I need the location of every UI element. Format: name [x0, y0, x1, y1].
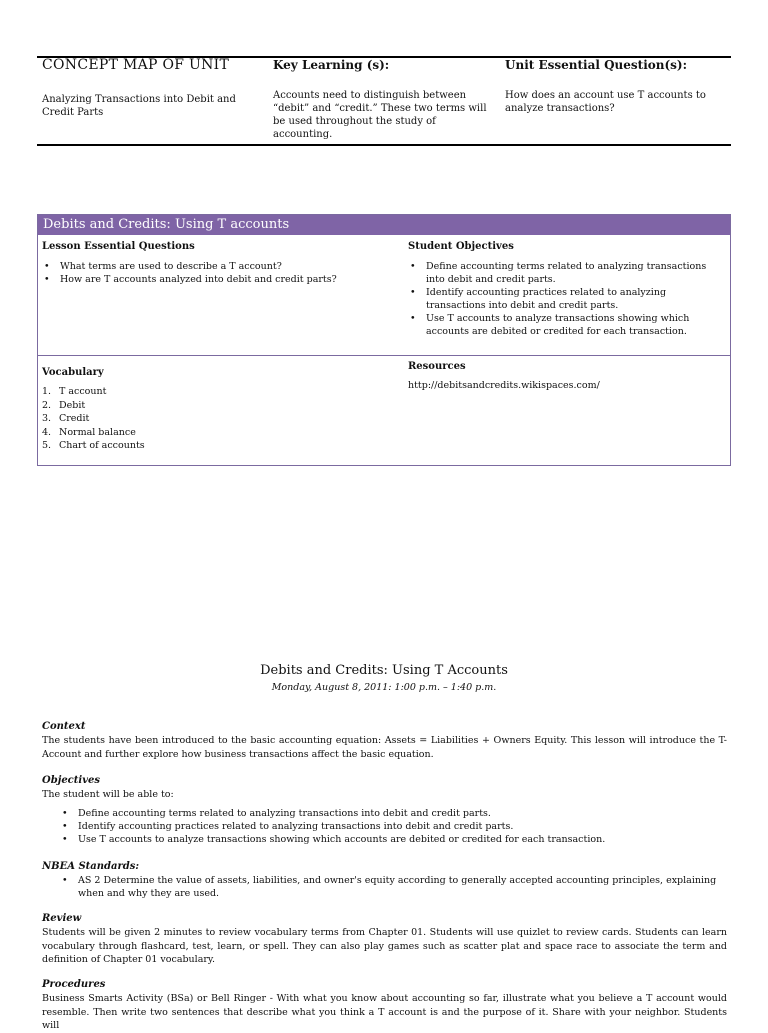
- review-text: Students will be given 2 minutes to review vocabulary terms from Chapter 01. Students will use quizlet to review cards. Students can learn vocabulary through flashcard, test, learn, or spell. They can also play games such as scatter plat and space race to associate the term and definition of Chapter 01 vocabulary.: [42, 927, 727, 965]
- vocabulary-label: Vocabulary: [42, 367, 104, 378]
- vocabulary-list: [42, 385, 342, 453]
- lesson-box-title: Debits and Credits: Using T accounts: [38, 215, 730, 235]
- standards-list: [60, 874, 728, 900]
- list-item: • Identify accounting practices related to analyzing transactions into debit and credit parts.: [408, 286, 726, 312]
- concept-map-bottom-rule: [37, 144, 731, 146]
- list-item: • Use T accounts to analyze transactions showing which accounts are debited or credited for each transaction.: [408, 312, 726, 338]
- concept-map-col2: [273, 58, 498, 141]
- concept-map-col3: [505, 58, 720, 115]
- essential-questions-list: [42, 260, 372, 286]
- list-item: 2. Debit: [42, 399, 86, 411]
- concept-map-title: CONCEPT MAP OF UNIT: [42, 57, 230, 73]
- list-item: • How are T accounts analyzed into debit and credit parts?: [42, 273, 372, 286]
- list-item: 1. T account: [42, 386, 107, 397]
- box-divider: [38, 355, 730, 356]
- objectives-list: [60, 807, 720, 846]
- list-item: • Define accounting terms related to analyzing transactions into debit and credit parts.: [60, 807, 720, 820]
- unit-essential-question-title: Unit Essential Question(s):: [505, 58, 688, 72]
- list-item: • Use T accounts to analyze transactions showing which accounts are debited or credited for each transaction.: [60, 833, 720, 846]
- objectives-intro: The student will be able to:: [42, 789, 174, 800]
- key-learning-text: Accounts need to distinguish between “debit” and “credit.” These two terms will be used throughout the study of accounting.: [273, 90, 487, 140]
- list-item: 4. Normal balance: [42, 426, 136, 438]
- student-objectives-list: [408, 260, 726, 338]
- list-item: 5. Chart of accounts: [42, 440, 145, 451]
- resources-label: Resources: [408, 361, 466, 372]
- lesson-date: Monday, August 8, 2011: 1:00 p.m. – 1:40 p.m.: [271, 682, 497, 693]
- review-heading: Review: [42, 913, 82, 924]
- context-text: The students have been introduced to the basic accounting equation: Assets = Liabilities + Owners Equity. This lesson will introduce the T-Account and further explore how business transactions affect the basic equation.: [42, 735, 727, 760]
- key-learning-title: Key Learning (s):: [273, 58, 390, 72]
- student-objectives-label: Student Objectives: [408, 241, 514, 252]
- list-item: • AS 2 Determine the value of assets, liabilities, and owner's equity according to generally accepted accounting principles, explaining when and why they are used.: [60, 874, 728, 900]
- resources-link[interactable]: http://debitsandcredits.wikispaces.com/: [408, 380, 600, 391]
- standards-heading: NBEA Standards:: [42, 861, 140, 872]
- concept-map-col1: [42, 58, 262, 119]
- lesson-title: Debits and Credits: Using T Accounts: [260, 663, 508, 678]
- lesson-plan-box: [37, 214, 731, 466]
- concept-map-unit-text: Analyzing Transactions into Debit and Credit Parts: [42, 94, 236, 118]
- list-item: • What terms are used to describe a T account?: [42, 260, 372, 273]
- objectives-heading: Objectives: [42, 775, 100, 786]
- unit-essential-question-text: How does an account use T accounts to analyze transactions?: [505, 90, 706, 114]
- context-heading: Context: [42, 721, 86, 732]
- list-item: 3. Credit: [42, 413, 90, 424]
- procedures-text: Business Smarts Activity (BSa) or Bell Ringer - With what you know about accounting so far, illustrate what you believe a T account would resemble. Then write two sentences that describe what you think a T account is and the purpose of it. Share with your neighbor. Students will: [42, 993, 727, 1031]
- procedures-heading: Procedures: [42, 979, 106, 990]
- list-item: • Identify accounting practices related to analyzing transactions into debit and credit parts.: [60, 820, 720, 833]
- essential-questions-label: Lesson Essential Questions: [42, 241, 195, 252]
- list-item: • Define accounting terms related to analyzing transactions into debit and credit parts.: [408, 260, 726, 286]
